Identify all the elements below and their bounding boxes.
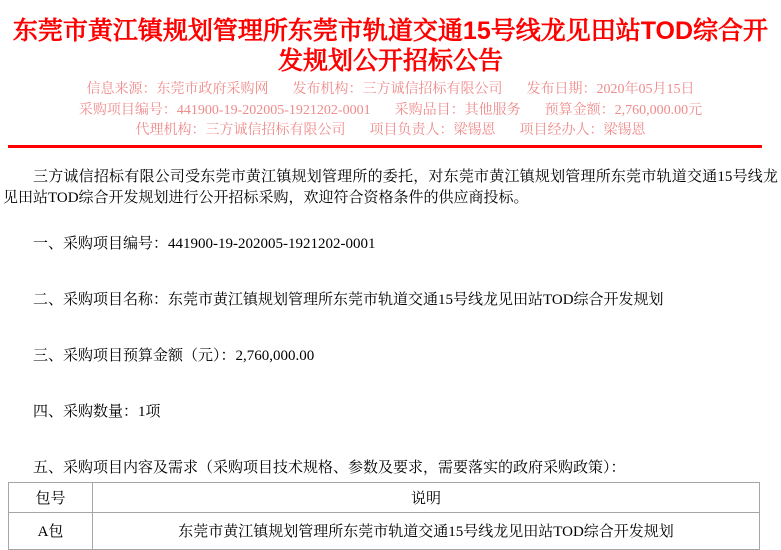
meta-label: 采购品目： xyxy=(394,102,465,118)
meta-label: 预算金额： xyxy=(544,102,615,118)
meta-label: 发布日期： xyxy=(526,82,597,97)
item-project-name: 二、采购项目名称：东莞市黄江镇规划管理所东莞市轨道交通15号线龙见田站TOD综合开发规划 xyxy=(33,291,664,308)
meta-budget xyxy=(545,101,703,122)
package-table xyxy=(8,482,760,550)
meta-value: 三方诚信招标有限公司 xyxy=(205,123,346,138)
meta-block xyxy=(0,80,781,142)
meta-agency xyxy=(136,121,346,142)
meta-project-handler xyxy=(520,121,646,142)
meta-info-source xyxy=(87,80,269,101)
meta-row-1 xyxy=(0,80,781,101)
meta-label: 采购项目编号： xyxy=(78,102,177,118)
meta-value: 梁锡恩 xyxy=(603,123,646,138)
meta-value: 三方诚信招标有限公司 xyxy=(362,82,503,97)
cell-package-number: A包 xyxy=(9,512,93,549)
meta-project-number xyxy=(79,101,371,122)
meta-value: 东莞市政府采购网 xyxy=(156,82,269,97)
page-title: 东莞市黄江镇规划管理所东莞市轨道交通15号线龙见田站TOD综合开发规划公开招标公告 xyxy=(12,17,769,75)
header-description: 说明 xyxy=(93,482,760,512)
intro-paragraph: 三方诚信招标有限公司受东莞市黄江镇规划管理所的委托，对东莞市黄江镇规划管理所东莞市轨道交通15号线龙见田站TOD综合开发规划进行公开招标采购，欢迎符合资格条件的供应商投标。 xyxy=(3,168,778,206)
meta-label: 信息来源： xyxy=(86,82,157,97)
meta-publish-date xyxy=(527,80,695,101)
meta-value: 441900-19-202005-1921202-0001 xyxy=(176,102,371,118)
meta-row-3 xyxy=(0,121,781,142)
table-row xyxy=(9,512,760,549)
header-package-number: 包号 xyxy=(9,482,93,512)
table-header-row xyxy=(9,482,760,512)
item-budget: 三、采购项目预算金额（元）：2,760,000.00 xyxy=(33,347,315,364)
cell-description: 东莞市黄江镇规划管理所东莞市轨道交通15号线龙见田站TOD综合开发规划 xyxy=(93,512,760,549)
meta-value: 其他服务 xyxy=(464,102,521,118)
meta-value: 2,760,000.00元 xyxy=(614,102,703,118)
meta-label: 项目负责人： xyxy=(369,123,454,138)
meta-value: 梁锡恩 xyxy=(453,123,496,138)
meta-label: 项目经办人： xyxy=(519,123,604,138)
item-requirements: 五、采购项目内容及需求（采购项目技术规格、参数及要求，需要落实的政府采购政策）： xyxy=(33,459,626,476)
meta-row-2 xyxy=(0,101,781,122)
meta-publisher xyxy=(293,80,503,101)
meta-project-leader xyxy=(370,121,496,142)
meta-value: 2020年05月15日 xyxy=(596,82,695,97)
meta-label: 代理机构： xyxy=(135,123,206,138)
meta-category xyxy=(395,101,521,122)
meta-label: 发布机构： xyxy=(292,82,363,97)
item-project-number: 一、采购项目编号：441900-19-202005-1921202-0001 xyxy=(33,235,376,252)
item-quantity: 四、采购数量：1项 xyxy=(33,403,161,420)
red-divider xyxy=(8,145,762,148)
